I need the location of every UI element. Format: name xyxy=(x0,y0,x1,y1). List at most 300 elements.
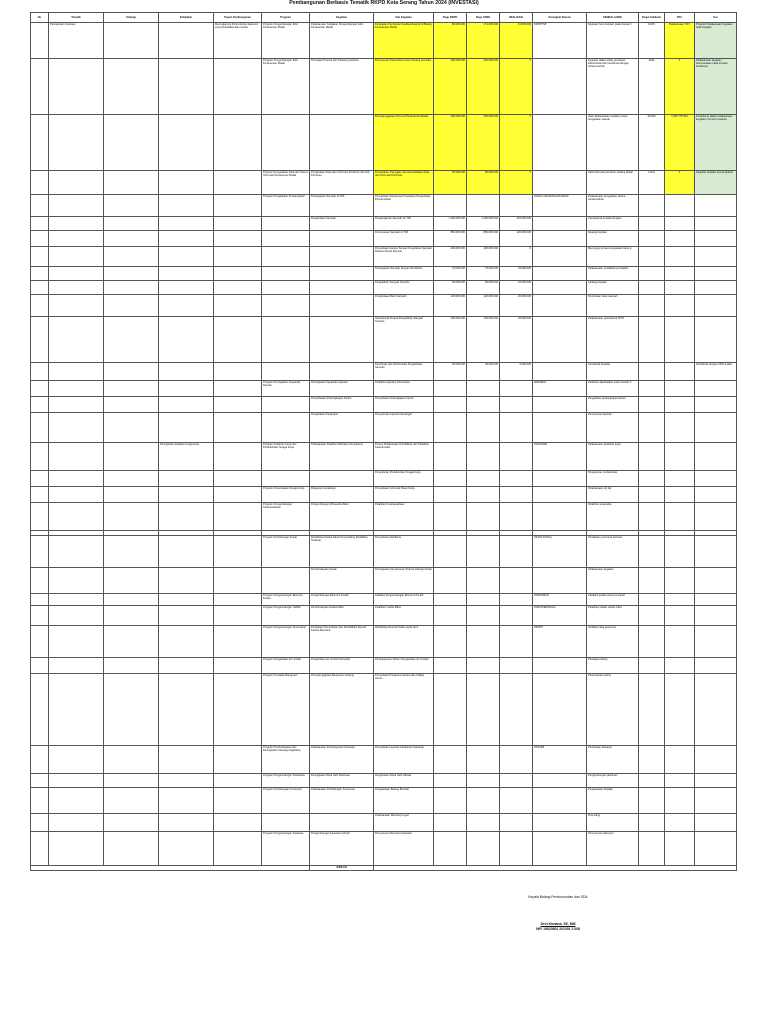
cell-kebijakan xyxy=(159,23,214,59)
cell-tematik xyxy=(49,413,104,443)
cell-target xyxy=(639,267,665,281)
cell-kendala: Pelaksanaan pelatihan kerja xyxy=(587,443,639,471)
cell-pagu-apbd: 120.000.000 xyxy=(467,295,500,317)
table-row xyxy=(31,413,737,443)
cell-tematik xyxy=(49,471,104,487)
cell-tujuan xyxy=(214,115,262,171)
cell-pd: DPMPTSP xyxy=(533,23,587,59)
cell-ket xyxy=(695,814,737,832)
cell-strategi xyxy=(104,247,159,267)
cell-kegiatan: Peningkatan Kapasitas Aparatur xyxy=(310,381,374,397)
cell-program xyxy=(262,217,310,231)
cell-tw xyxy=(665,281,695,295)
cell-tujuan xyxy=(214,317,262,363)
cell-strategi xyxy=(104,171,159,195)
table-row xyxy=(31,281,737,295)
cell-pagu-rkpd xyxy=(434,381,467,397)
column-header: Kebijakan xyxy=(159,13,214,23)
cell-pagu-apbd: 850.000.000 xyxy=(467,231,500,247)
cell-subkeg: Rehabilitasi Rumah Tidak Layak Huni xyxy=(374,626,434,658)
cell-subkeg: Penanganan Sampah dengan Pemilahan xyxy=(374,267,434,281)
cell-empty xyxy=(214,594,262,606)
cell-pagu-rkpd xyxy=(434,471,467,487)
cell-pd xyxy=(533,317,587,363)
cell-pagu-apbd: 90.000.000 xyxy=(467,281,500,295)
cell-tw xyxy=(665,381,695,397)
cell-pagu-rkpd xyxy=(434,674,467,746)
cell-strategi xyxy=(104,381,159,397)
cell-kegiatan: Pengembangan Ekonomi Kreatif xyxy=(310,594,374,606)
cell-pagu-rkpd xyxy=(434,832,467,866)
table-row xyxy=(31,536,737,568)
cell-kendala: Penyusunan dokumen xyxy=(587,832,639,866)
cell-pagu-apbd xyxy=(467,195,500,217)
column-header: Ket xyxy=(695,13,737,23)
cell-empty xyxy=(639,674,665,746)
cell-tw xyxy=(665,503,695,531)
cell-kegiatan xyxy=(310,814,374,832)
cell-empty xyxy=(639,746,665,774)
cell-pagu-apbd: 1.200.000.000 xyxy=(467,217,500,231)
table-row xyxy=(31,788,737,814)
cell-program xyxy=(262,317,310,363)
cell-program: Program Pengembangan Iklim Penanaman Modal xyxy=(262,23,310,59)
cell-kendala: Pelatihan dijadwalkan pada triwulan II xyxy=(587,381,639,397)
cell-ket xyxy=(695,317,737,363)
cell-kebijakan xyxy=(159,471,214,487)
cell-subkeg: Peningkatan Kemampuan Potensi Pekerja Sosial xyxy=(374,568,434,594)
cell-empty xyxy=(467,788,500,814)
cell-empty xyxy=(31,746,49,774)
cell-pagu-apbd: 200.000.000 xyxy=(467,59,500,115)
table-row xyxy=(31,487,737,503)
cell-strategi xyxy=(104,267,159,281)
cell-empty xyxy=(159,658,214,674)
cell-pd xyxy=(533,471,587,487)
cell-realisasi xyxy=(500,568,533,594)
cell-tujuan xyxy=(214,281,262,295)
cell-pd xyxy=(533,413,587,443)
cell-tujuan xyxy=(214,363,262,381)
cell-kebijakan xyxy=(159,247,214,267)
cell-strategi xyxy=(104,413,159,443)
cell-empty xyxy=(639,658,665,674)
cell-no xyxy=(31,247,49,267)
cell-empty xyxy=(104,568,159,594)
cell-tw xyxy=(665,397,695,413)
cell-empty xyxy=(49,746,104,774)
cell-tujuan xyxy=(214,381,262,397)
cell-pd: DPRKP xyxy=(533,626,587,658)
cell-program xyxy=(262,231,310,247)
cell-no xyxy=(31,363,49,381)
cell-ket xyxy=(695,626,737,658)
cell-tematik xyxy=(49,247,104,267)
cell-kendala: Pelatihan wirausaha xyxy=(587,503,639,531)
cell-empty xyxy=(639,536,665,568)
cell-empty xyxy=(639,832,665,866)
cell-strategi xyxy=(104,363,159,381)
cell-tw xyxy=(665,443,695,471)
cell-realisasi xyxy=(500,774,533,788)
cell-empty xyxy=(665,774,695,788)
cell-ket xyxy=(695,832,737,866)
cell-empty xyxy=(639,788,665,814)
cell-kendala: Sedang berjalan xyxy=(587,281,639,295)
cell-kendala: Pengembangan destinasi xyxy=(587,774,639,788)
document-title: Pembangunan Berbasis Tematik RKPD Kota Serang Tahun 2024 (INVESTASI) xyxy=(289,0,479,6)
cell-pagu-apbd: 171.000.000 xyxy=(467,23,500,59)
cell-tujuan xyxy=(214,267,262,281)
table-body-main xyxy=(31,23,737,536)
cell-empty xyxy=(467,774,500,788)
cell-pd: DISPARBUD xyxy=(533,594,587,606)
cell-tematik xyxy=(49,59,104,115)
cell-realisasi xyxy=(500,674,533,746)
cell-empty xyxy=(49,814,104,832)
cell-subkeg: Pelatihan Aparatur Perencana xyxy=(374,381,434,397)
cell-kendala: Sedang berjalan xyxy=(587,231,639,247)
cell-target: 2024 xyxy=(639,59,665,115)
cell-no xyxy=(31,195,49,217)
cell-program: Program Perlindungan Konsumen xyxy=(262,788,310,814)
cell-kebijakan xyxy=(159,397,214,413)
table-row xyxy=(31,267,737,281)
cell-kegiatan: Pelaksanaan Perlindungan Konsumen xyxy=(310,788,374,814)
cell-ket xyxy=(695,788,737,814)
cell-tw: 1.250.775.931 xyxy=(665,115,695,171)
cell-pagu-rkpd xyxy=(434,568,467,594)
cell-ket: Koordinasi dengan OPD terkait xyxy=(695,363,737,381)
cell-pd xyxy=(533,832,587,866)
cell-target xyxy=(639,413,665,443)
cell-pagu-rkpd xyxy=(434,606,467,626)
cell-kendala: Data informasi perizinan sedang diolah xyxy=(587,171,639,195)
cell-empty xyxy=(214,814,262,832)
cell-realisasi xyxy=(500,626,533,658)
total-row xyxy=(31,866,737,871)
cell-empty xyxy=(467,832,500,866)
cell-empty xyxy=(665,674,695,746)
cell-empty xyxy=(49,788,104,814)
table-row xyxy=(31,443,737,471)
cell-tujuan xyxy=(214,295,262,317)
cell-tw xyxy=(665,195,695,217)
cell-kendala: Penyusunan laporan xyxy=(587,413,639,443)
cell-empty xyxy=(665,594,695,606)
cell-no xyxy=(31,381,49,397)
cell-kegiatan: Pelaksanaan Pembangunan Keluarga xyxy=(310,746,374,774)
cell-empty xyxy=(665,658,695,674)
cell-ket: Kegiatan berjalan sesuai jadwal xyxy=(695,171,737,195)
cell-tw xyxy=(665,231,695,247)
cell-pd xyxy=(533,487,587,503)
cell-ket xyxy=(695,443,737,471)
cell-empty xyxy=(104,674,159,746)
cell-empty xyxy=(214,788,262,814)
cell-empty xyxy=(31,626,49,658)
cell-tematik xyxy=(49,397,104,413)
cell-tujuan xyxy=(214,217,262,231)
cell-empty xyxy=(214,626,262,658)
cell-kebijakan xyxy=(159,267,214,281)
cell-kendala: Pengawasan berjalan xyxy=(587,788,639,814)
cell-kegiatan: Pelayanan Antarkerja xyxy=(310,487,374,503)
table-row xyxy=(31,568,737,594)
cell-realisasi: 25.000.000 xyxy=(500,317,533,363)
cell-realisasi xyxy=(500,443,533,471)
column-header: Pagu APBD xyxy=(467,13,500,23)
cell-empty xyxy=(665,626,695,658)
cell-empty xyxy=(31,606,49,626)
column-header: Perangkat Daerah xyxy=(533,13,587,23)
cell-pagu-apbd xyxy=(467,471,500,487)
cell-empty xyxy=(31,832,49,866)
cell-subkeg: Pelaksanaan Metrologi Legal xyxy=(374,814,434,832)
cell-tematik xyxy=(49,217,104,231)
table-row xyxy=(31,774,737,788)
table-row xyxy=(31,115,737,171)
cell-empty xyxy=(159,814,214,832)
cell-tujuan xyxy=(214,503,262,531)
table-row xyxy=(31,503,737,531)
table-row xyxy=(31,59,737,115)
cell-empty xyxy=(49,832,104,866)
cell-no xyxy=(31,413,49,443)
cell-pagu-rkpd: 60.000.000 xyxy=(434,171,467,195)
cell-empty xyxy=(159,594,214,606)
cell-empty xyxy=(665,832,695,866)
table-body-secondary xyxy=(31,536,737,866)
cell-pd xyxy=(533,363,587,381)
cell-pagu-apbd: 75.000.000 xyxy=(467,267,500,281)
cell-realisasi: 15.000.000 xyxy=(500,267,533,281)
cell-subkeg: Penyediaan Sarana Tempat Pengolahan Sampah Reduce Reuse Recycle xyxy=(374,247,434,267)
cell-subkeg: Penyusunan Rencana Kawasan xyxy=(374,832,434,866)
cell-kegiatan: Peningkatan Daya Tarik Destinasi xyxy=(310,774,374,788)
cell-pd xyxy=(533,658,587,674)
cell-subkeg: Pelatihan Usaha Mikro xyxy=(374,606,434,626)
cell-pagu-rkpd: 75.000.000 xyxy=(434,267,467,281)
cell-kendala: Pelatihan pelaku usaha mikro xyxy=(587,606,639,626)
cell-no xyxy=(31,397,49,413)
cell-realisasi xyxy=(500,594,533,606)
cell-empty xyxy=(214,774,262,788)
cell-kegiatan: Pemberdayaan Sosial xyxy=(310,568,374,594)
cell-kegiatan: Penyelenggaraan Bangunan Gedung xyxy=(310,674,374,746)
cell-realisasi: 0 xyxy=(500,59,533,115)
column-header: REALISASI xyxy=(500,13,533,23)
cell-no xyxy=(31,267,49,281)
cell-strategi xyxy=(104,59,159,115)
cell-tematik xyxy=(49,231,104,247)
cell-pagu-apbd: 60.000.000 xyxy=(467,171,500,195)
cell-pagu-apbd xyxy=(467,503,500,531)
cell-empty xyxy=(467,626,500,658)
cell-strategi xyxy=(104,443,159,471)
cell-no xyxy=(31,217,49,231)
cell-strategi xyxy=(104,471,159,487)
cell-subkeg: Pengolahan, Penyajian dan Pemanfaatan Data dan Informasi Perizinan xyxy=(374,171,434,195)
cell-realisasi xyxy=(500,413,533,443)
cell-no xyxy=(31,295,49,317)
cell-tujuan xyxy=(214,247,262,267)
cell-kebijakan xyxy=(159,363,214,381)
cell-pd xyxy=(533,397,587,413)
cell-empty xyxy=(467,746,500,774)
cell-target xyxy=(639,363,665,381)
table-row xyxy=(31,195,737,217)
column-header: Sub Kegiatan xyxy=(374,13,434,23)
cell-kendala: Fasilitasi pelaku ekonomi kreatif xyxy=(587,594,639,606)
cell-pd: DISNAKER xyxy=(533,443,587,471)
cell-realisasi xyxy=(500,606,533,626)
cell-pd xyxy=(533,115,587,171)
cell-tw: Pelaksanaan TW I xyxy=(665,23,695,59)
cell-empty xyxy=(467,606,500,626)
cell-empty xyxy=(104,832,159,866)
cell-kegiatan xyxy=(310,317,374,363)
cell-kegiatan: Pengembangan Wirausaha Baru xyxy=(310,503,374,531)
cell-realisasi: 0 xyxy=(500,171,533,195)
cell-strategi xyxy=(104,115,159,171)
cell-pagu-rkpd: 120.000.000 xyxy=(434,295,467,317)
cell-empty xyxy=(49,658,104,674)
cell-kegiatan xyxy=(310,267,374,281)
cell-no xyxy=(31,471,49,487)
table-row xyxy=(31,217,737,231)
cell-empty xyxy=(639,814,665,832)
cell-realisasi: 210.000.000 xyxy=(500,217,533,231)
cell-ket xyxy=(695,195,737,217)
cell-program xyxy=(262,267,310,281)
cell-pagu-rkpd xyxy=(434,658,467,674)
cell-kebijakan xyxy=(159,59,214,115)
column-header: Pagu RKPD xyxy=(434,13,467,23)
cell-ket xyxy=(695,381,737,397)
cell-subkeg: Pelatihan Kewirausahaan xyxy=(374,503,434,531)
cell-tujuan xyxy=(214,231,262,247)
cell-kebijakan xyxy=(159,115,214,171)
cell-kendala: Persiapan lelang xyxy=(587,658,639,674)
cell-empty xyxy=(639,774,665,788)
cell-pd xyxy=(533,171,587,195)
cell-realisasi: 20.000.000 xyxy=(500,295,533,317)
cell-subkeg: Fasilitasi Pengembangan Ekonomi Kreatif xyxy=(374,594,434,606)
cell-kendala: Pendataan penerima bantuan xyxy=(587,536,639,568)
cell-pagu-rkpd xyxy=(434,413,467,443)
cell-empty xyxy=(104,606,159,626)
cell-subkeg: Penyediaan Perlengkapan Kantor xyxy=(374,397,434,413)
cell-target xyxy=(639,281,665,295)
cell-subkeg: Penyediaan Alat Bantu xyxy=(374,536,434,568)
cell-tematik xyxy=(49,267,104,281)
cell-target xyxy=(639,231,665,247)
cell-kendala: Pelaksanaan kegiatan xyxy=(587,568,639,594)
cell-program: Program Pengembangan Kewirausahaan xyxy=(262,503,310,531)
cell-kebijakan xyxy=(159,171,214,195)
cell-no xyxy=(31,503,49,531)
cell-realisasi xyxy=(500,195,533,217)
cell-kendala: Pengadaan perlengkapan kantor xyxy=(587,397,639,413)
cell-pd: DINAS LINGKUNGAN HIDUP xyxy=(533,195,587,217)
cell-empty xyxy=(159,536,214,568)
cell-tw xyxy=(665,487,695,503)
cell-realisasi xyxy=(500,536,533,568)
cell-kegiatan: Pemetaan Potensi dan Peluang Investasi xyxy=(310,59,374,115)
cell-ket xyxy=(695,568,737,594)
cell-program: Program Penataan Bangunan xyxy=(262,674,310,746)
cell-empty xyxy=(214,658,262,674)
table-row xyxy=(31,23,737,59)
signature-position: Kepala Bidang Perekonomian dan SDA xyxy=(528,895,588,899)
cell-empty xyxy=(665,746,695,774)
cell-empty xyxy=(104,536,159,568)
table-row xyxy=(31,381,737,397)
cell-kegiatan: Pendataan Penyediaan dan Rehabilitasi Rumah Korban Bencana xyxy=(310,626,374,658)
cell-realisasi xyxy=(500,471,533,487)
cell-kegiatan: Pemberdayaan Usaha Mikro xyxy=(310,606,374,626)
cell-kegiatan xyxy=(310,471,374,487)
cell-kebijakan xyxy=(159,195,214,217)
cell-kegiatan: Pelaksanaan Pelatihan Berbasis Kompetensi xyxy=(310,443,374,471)
cell-empty xyxy=(104,594,159,606)
cell-program xyxy=(262,115,310,171)
cell-empty xyxy=(665,606,695,626)
cell-kendala: Tera ulang xyxy=(587,814,639,832)
cell-tematik xyxy=(49,503,104,531)
cell-empty xyxy=(159,568,214,594)
cell-ket xyxy=(695,217,737,231)
cell-subkeg: Penyediaan Informasi Pasar Kerja xyxy=(374,487,434,503)
cell-target xyxy=(639,381,665,397)
cell-ket xyxy=(695,247,737,267)
table-row xyxy=(31,626,737,658)
cell-ket xyxy=(695,594,737,606)
cell-empty xyxy=(104,626,159,658)
cell-kendala: Pelaksanaan job fair xyxy=(587,487,639,503)
cell-empty xyxy=(214,832,262,866)
cell-program xyxy=(262,397,310,413)
cell-ket xyxy=(695,503,737,531)
table-row xyxy=(31,363,737,381)
cell-empty xyxy=(467,814,500,832)
cell-program xyxy=(262,363,310,381)
cell-program: Program Pengembangan Ekonomi Kreatif xyxy=(262,594,310,606)
cell-tujuan xyxy=(214,471,262,487)
cell-kegiatan xyxy=(310,281,374,295)
cell-pd xyxy=(533,267,587,281)
cell-program: Program Penempatan Tenaga Kerja xyxy=(262,487,310,503)
total-label: JUMLAH xyxy=(310,866,374,871)
column-header: TW I xyxy=(665,13,695,23)
cell-pagu-rkpd xyxy=(434,814,467,832)
table-row xyxy=(31,674,737,746)
cell-ket xyxy=(695,536,737,568)
cell-no xyxy=(31,231,49,247)
cell-pd: BAPPEDA xyxy=(533,381,587,397)
cell-empty xyxy=(49,674,104,746)
cell-kendala: Menunggu proses pengadaan barang xyxy=(587,247,639,267)
cell-no xyxy=(31,443,49,471)
cell-kegiatan xyxy=(310,115,374,171)
cell-kendala: Kegiatan baru berjalan pada triwulan I xyxy=(587,23,639,59)
cell-ket xyxy=(695,397,737,413)
table-row xyxy=(31,594,737,606)
cell-empty xyxy=(159,606,214,626)
cell-pd: DP3AKB xyxy=(533,746,587,774)
cell-tematik xyxy=(49,281,104,295)
